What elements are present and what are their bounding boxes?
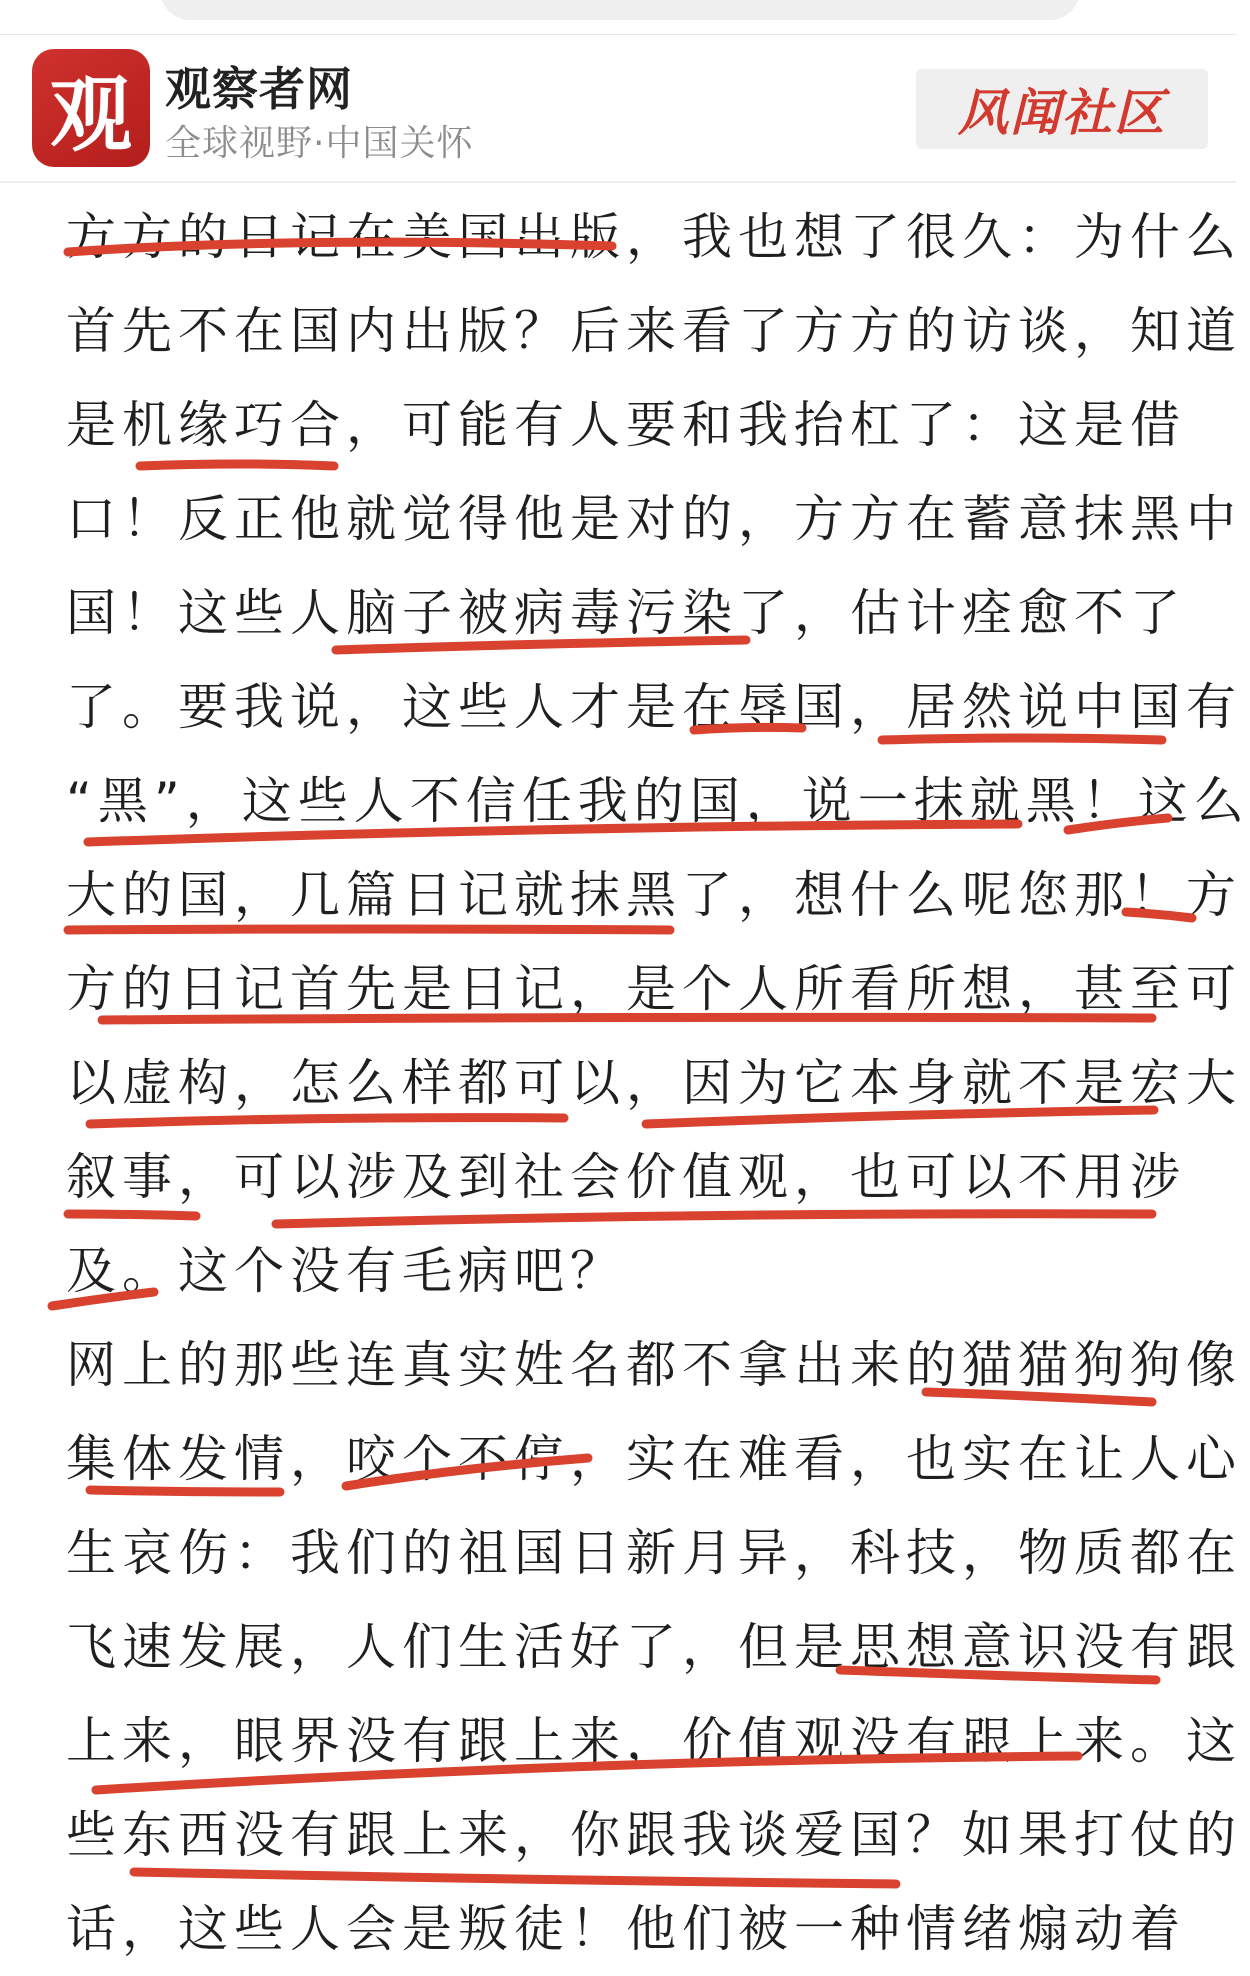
logo-glyph: 观 — [49, 67, 132, 163]
article-line: 些东西没有跟上来，你跟我谈爱国？如果打仗的 — [66, 1806, 1242, 1864]
article-line: 方方的日记在美国出版，我也想了很久：为什么 — [66, 208, 1242, 266]
article-line: 飞速发展，人们生活好了，但是思想意识没有跟 — [66, 1618, 1242, 1676]
article-line: 生哀伤：我们的祖国日新月异，科技，物质都在 — [66, 1524, 1242, 1582]
article-line: 是机缘巧合，可能有人要和我抬杠了：这是借 — [66, 396, 1186, 454]
article-line: 以虚构，怎么样都可以，因为它本身就不是宏大 — [66, 1054, 1242, 1112]
article-line: “黑”，这些人不信任我的国，说一抹就黑！这么 — [66, 772, 1250, 830]
article-line: 网上的那些连真实姓名都不拿出来的猫猫狗狗像 — [66, 1336, 1242, 1394]
article-line: 叙事，可以涉及到社会价值观，也可以不用涉 — [66, 1148, 1186, 1206]
article-line: 方的日记首先是日记，是个人所看所想，甚至可 — [66, 960, 1242, 1018]
article-body — [66, 190, 1250, 1958]
article-line: 口！反正他就觉得他是对的，方方在蓄意抹黑中 — [66, 490, 1242, 548]
article-line: 及。这个没有毛病吧？ — [66, 1242, 626, 1300]
brand-slogan: 全球视野·中国关怀 — [165, 123, 474, 164]
article-line: 话，这些人会是叛徒！他们被一种情绪煽动着 — [66, 1900, 1186, 1958]
community-label: 风闻社区 — [958, 84, 1166, 142]
site-logo-icon[interactable] — [32, 49, 150, 167]
search-bar[interactable] — [160, 0, 1080, 20]
article-line: 了。要我说，这些人才是在辱国，居然说中国有 — [66, 678, 1242, 736]
article-line: 集体发情，咬个不停，实在难看，也实在让人心 — [66, 1430, 1242, 1488]
article-line: 国！这些人脑子被病毒污染了，估计痊愈不了 — [66, 584, 1186, 642]
site-header — [0, 35, 1236, 183]
article-line: 大的国，几篇日记就抹黑了，想什么呢您那！方 — [66, 866, 1242, 924]
top-search-strip — [0, 0, 1236, 36]
header-divider — [0, 181, 1236, 183]
article-line: 首先不在国内出版？后来看了方方的访谈，知道 — [66, 302, 1242, 360]
article-line: 上来，眼界没有跟上来，价值观没有跟上来。这 — [66, 1712, 1242, 1770]
community-badge[interactable] — [916, 69, 1208, 149]
brand-name[interactable]: 观察者网 — [165, 62, 353, 116]
